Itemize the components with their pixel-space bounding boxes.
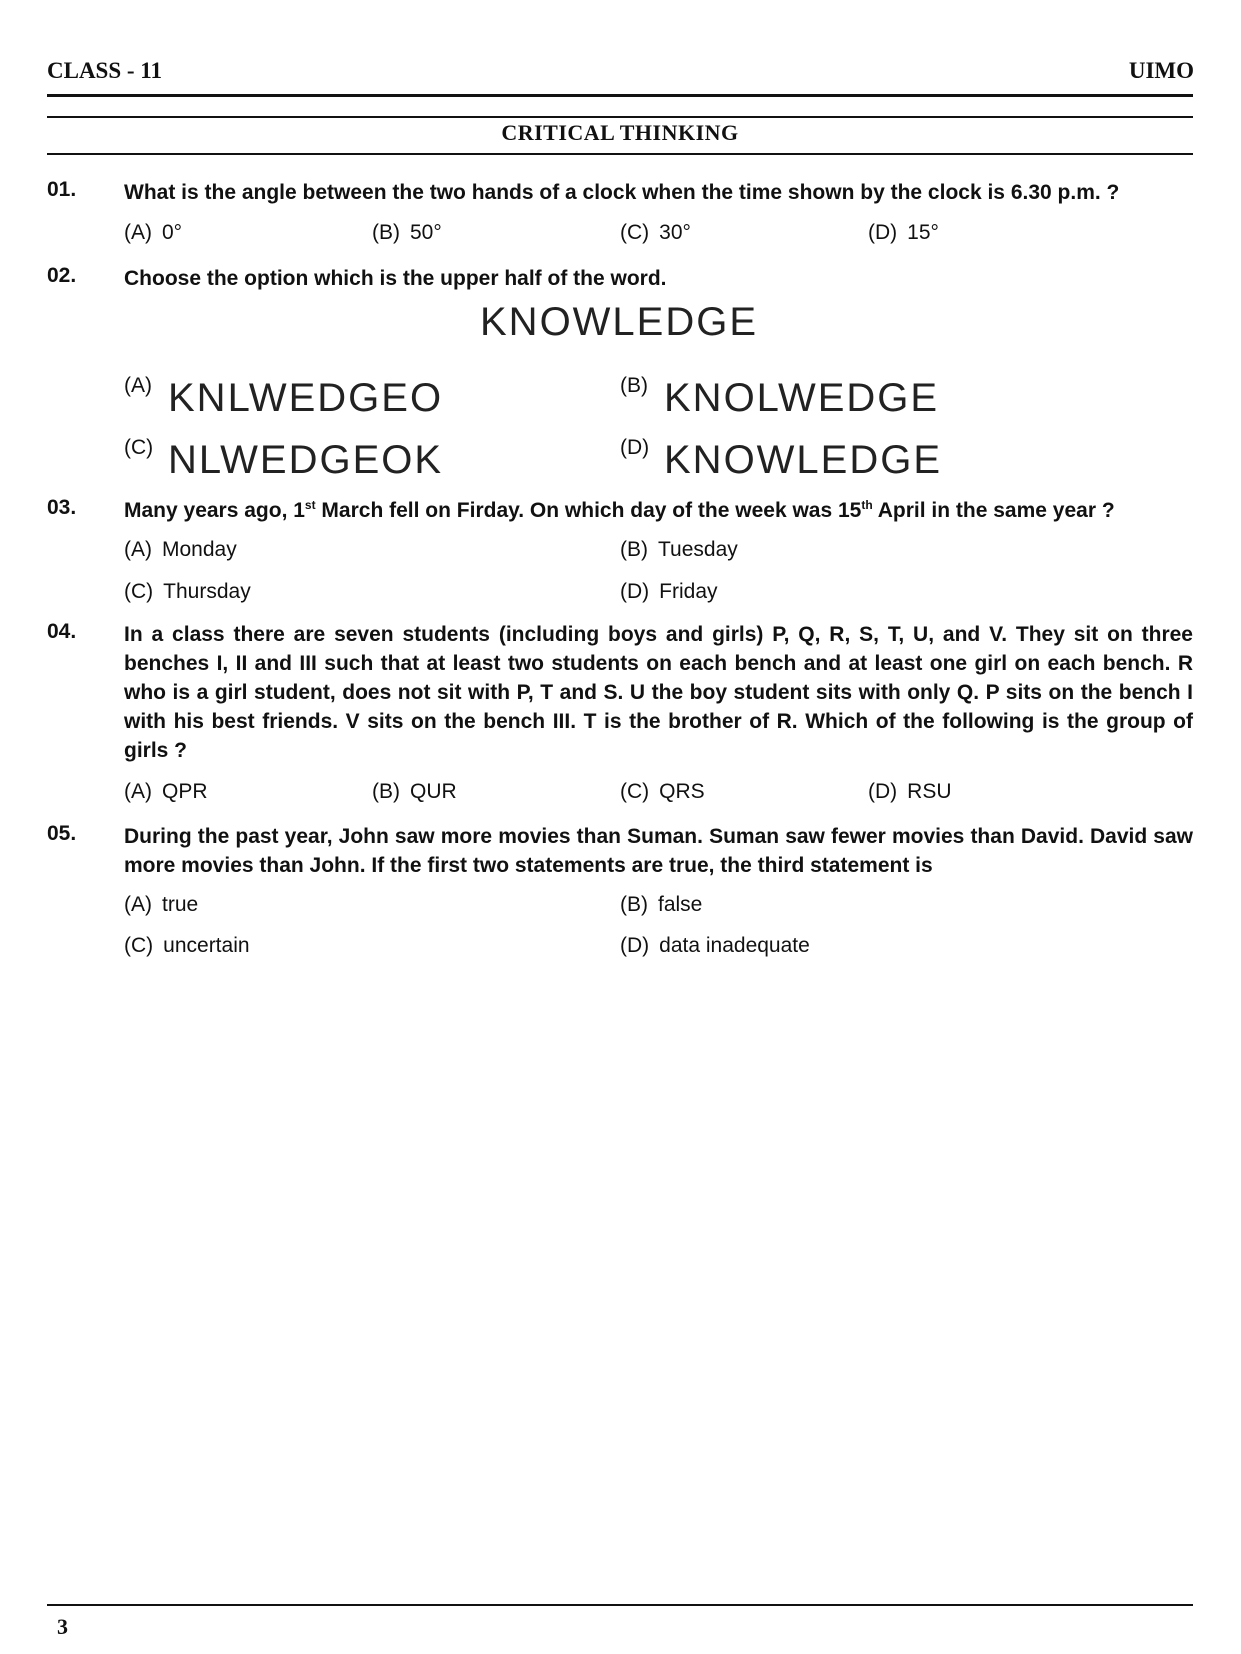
option-d[interactable] [620,580,718,604]
class-label: CLASS - 11 [47,58,163,83]
option-text: 50° [410,221,442,244]
option-label: (A) [124,538,152,561]
option-word: NLWEDGEOK [168,438,444,482]
option-b[interactable] [372,221,442,245]
option-label: (A) [124,893,152,916]
question-number: 03. [47,496,77,519]
option-label: (B) [372,780,400,803]
option-d[interactable] [620,436,659,460]
option-label: (D) [620,934,650,957]
option-a[interactable] [124,893,198,917]
question-number: 01. [47,178,77,201]
option-a-upper-half [168,376,468,420]
option-text: QRS [659,780,705,803]
option-label: (D) [620,580,650,603]
exam-label: UIMO [1128,58,1194,83]
option-label: (D) [620,436,650,459]
option-text: true [162,893,199,916]
header-rule [47,94,1193,97]
option-b[interactable] [620,538,738,562]
option-c[interactable] [620,780,705,804]
option-label: (C) [124,934,154,957]
option-word: KNOLWEDGE [664,376,940,420]
question-number: 04. [47,620,77,643]
option-text: QPR [162,780,208,803]
option-c[interactable] [124,436,163,460]
option-label: (C) [620,221,650,244]
option-label: (A) [124,374,152,397]
option-b[interactable] [372,780,457,804]
option-text: false [658,893,703,916]
option-label: (B) [620,893,648,916]
option-text: QUR [410,780,457,803]
option-text: Tuesday [658,538,738,561]
option-d[interactable] [868,780,952,804]
option-label: (A) [124,221,152,244]
option-label: (A) [124,780,152,803]
option-c[interactable] [124,580,251,604]
option-d[interactable] [868,221,939,245]
option-a[interactable] [124,780,208,804]
section-title: CRITICAL THINKING [501,120,739,145]
option-b[interactable] [620,893,702,917]
footer-rule [47,1604,1193,1606]
option-c-upper-half [168,438,468,482]
option-label: (D) [868,780,898,803]
option-a[interactable] [124,374,162,398]
option-text: Thursday [163,580,251,603]
option-label: (B) [372,221,400,244]
option-label: (C) [124,436,154,459]
question-text: What is the angle between the two hands of a clock when the time shown by the clock is 6.30 p.m. ? [124,181,1120,204]
option-text: RSU [907,780,952,803]
option-c[interactable] [620,221,691,245]
option-text: data inadequate [659,934,810,957]
option-d-upper-half [664,438,964,482]
question-number: 02. [47,264,77,287]
option-label: (B) [620,538,648,561]
option-c[interactable] [124,934,250,958]
option-text: Monday [162,538,237,561]
figure-word: KNOWLEDGE [480,300,759,344]
option-d[interactable] [620,934,810,958]
option-a[interactable] [124,538,237,562]
option-label: (B) [620,374,648,397]
section-rule-top [47,116,1193,118]
option-a[interactable] [124,221,182,245]
option-word: KNLWEDGEO [168,376,444,420]
question-text: In a class there are seven students (including boys and girls) P, Q, R, S, T, U, and V. They sit on three benches I, II and III such that at least two students on each bench and at least one girl on each bench. R who is a girl student, does not sit with P, T and S. U the boy student sits with only Q. P sits on the bench I with his best friends. V sits on the bench III. T is the brother of R. Which of the following is the group of girls ? [124,623,1193,762]
option-b[interactable] [620,374,658,398]
page-number: 3 [57,1614,68,1639]
option-label: (C) [124,580,154,603]
question-text: Many years ago, 1st March fell on Firday. On which day of the week was 15th April in the same year ? [124,498,1115,522]
figure-word-lower-half [480,300,780,346]
option-label: (C) [620,780,650,803]
option-label: (D) [868,221,898,244]
option-word: KNOWLEDGE [664,438,943,482]
question-text: Choose the option which is the upper half of the word. [124,267,667,290]
question-text: During the past year, John saw more movies than Suman. Suman saw fewer movies than David. David saw more movies than John. If the first two statements are true, the third statement is [124,825,1193,877]
option-text: uncertain [163,934,250,957]
section-rule-bottom [47,153,1193,155]
option-text: 0° [162,221,183,244]
option-text: 30° [659,221,691,244]
question-number: 05. [47,822,77,845]
option-text: Friday [659,580,718,603]
option-b-upper-half [664,376,964,420]
option-text: 15° [907,221,939,244]
